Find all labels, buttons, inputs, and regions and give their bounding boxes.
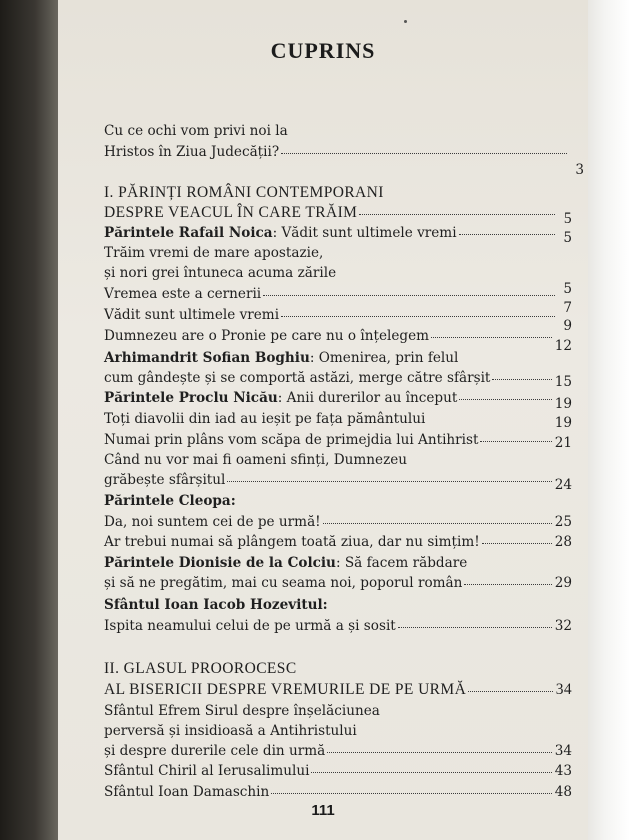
toc-entry-text: Toți diavolii din iad au ieșit pe fața pământului (104, 411, 426, 427)
toc-page-number: 19 (554, 415, 572, 431)
toc-entry-text: : Anii durerilor au început (277, 390, 458, 406)
toc-page-number: 48 (554, 784, 572, 800)
dot-leader (271, 791, 551, 794)
toc-page-number: 12 (554, 338, 572, 354)
toc-page-number: 5 (563, 230, 572, 246)
toc-entry-text: Dumnezeu are o Pronie pe care nu o înțelegem (104, 328, 430, 344)
book-gutter-shadow (0, 0, 58, 840)
dot-leader (480, 439, 551, 442)
toc-line (58, 451, 588, 469)
toc-line (58, 513, 588, 531)
toc-line (58, 349, 588, 367)
toc-line (58, 244, 588, 262)
toc-entry-text: Sfântul Efrem Sirul despre înșelăciunea (104, 703, 380, 719)
toc-page-number: 3 (575, 162, 584, 178)
toc-page-number: 7 (563, 300, 572, 316)
dot-leader (327, 750, 551, 753)
toc-entry-text: Vremea este a cernerii (104, 286, 262, 302)
page-number: 111 (311, 802, 335, 819)
toc-line (58, 224, 588, 246)
page-mark (404, 20, 407, 23)
toc-entry-text: Părintele Dionisie de la Colciu (104, 555, 336, 571)
toc-entry-text: Arhimandrit Sofian Boghiu (104, 350, 310, 366)
toc-entry-text: Sfântul Ioan Damaschin (104, 784, 270, 800)
toc-line (58, 596, 588, 614)
page-title: CUPRINS (270, 38, 376, 63)
dot-leader (323, 521, 552, 524)
toc-line (58, 471, 588, 493)
toc-line (58, 327, 588, 354)
page-edge-highlight (588, 0, 630, 840)
toc-line (58, 554, 588, 572)
toc-line (58, 492, 588, 510)
toc-page-number: 19 (554, 396, 572, 412)
toc-entry-text: Sfântul Ioan Iacob Hozevitul: (104, 597, 328, 613)
dot-leader (464, 582, 551, 585)
toc-page-number: 25 (554, 514, 572, 530)
toc-line (58, 574, 588, 592)
toc-page-number: 32 (554, 618, 572, 634)
toc-line (58, 306, 588, 334)
toc-entry-text: : Omenirea, prin felul (309, 350, 459, 366)
book-page (58, 0, 588, 840)
dot-leader (492, 377, 551, 380)
toc-line (58, 431, 588, 449)
toc-line (58, 410, 588, 431)
toc-page-number: 9 (563, 318, 572, 334)
toc-entry-text: Părintele Cleopa: (104, 493, 236, 509)
toc-page-number: 34 (554, 743, 572, 759)
toc-page-number: 43 (554, 763, 572, 779)
toc-page-number: 5 (563, 210, 572, 227)
toc-page-number: 29 (554, 575, 572, 591)
toc-entry-text: Părintele Rafail Noica (104, 225, 273, 241)
toc-entry-text: Sfântul Chiril al Ierusalimului (104, 763, 310, 779)
toc-entry-text: Da, noi suntem cei de pe urmă! (104, 514, 321, 530)
toc-entry-text: Cu ce ochi vom privi noi la (104, 123, 288, 139)
toc-entry-text: cum gândește și se comportă astăzi, merge către sfârșit (104, 370, 491, 386)
toc-line (58, 742, 588, 760)
toc-line (58, 617, 588, 635)
toc-entry-text: și să ne pregătim, mai cu seama noi, poporul român (104, 575, 463, 591)
toc-entry-text: grăbește sfârșitul (104, 472, 226, 488)
toc-page-number: 21 (554, 435, 572, 451)
toc-page-number: 24 (554, 477, 572, 493)
section-heading (58, 681, 588, 699)
toc-entry-text: Numai prin plâns vom scăpa de primejdia lui Antihrist (104, 432, 479, 448)
toc-page-number: 28 (554, 534, 572, 550)
section-heading (58, 204, 588, 227)
dot-leader (459, 397, 551, 400)
toc-entry-text: Ar trebui numai să plângem toată ziua, dar nu simțim! (104, 534, 480, 550)
toc-line (58, 533, 588, 551)
toc-entry-text: Vădit sunt ultimele vremi (104, 307, 280, 323)
toc-entry-text: II. GLASUL PROOROCESC (104, 660, 297, 677)
toc-entry-text: Trăim vremi de mare apostazie, (104, 245, 324, 261)
toc-line (58, 389, 588, 412)
toc-page-number: 34 (555, 681, 572, 698)
dot-leader (281, 314, 555, 317)
dot-leader (482, 541, 552, 544)
toc-page-number: 15 (554, 374, 572, 390)
toc-entry-text: perversă și insidioasă a Antihristului (104, 723, 357, 739)
toc-line (58, 762, 588, 780)
dot-leader (468, 689, 553, 692)
dot-leader (263, 293, 555, 296)
toc-entry-text: Ispita neamului celui de pe urmă a și sosit (104, 618, 396, 634)
toc-line (58, 722, 588, 740)
toc-line (58, 122, 588, 140)
dot-leader (359, 212, 555, 215)
toc-entry-text: și nori grei întuneca acuma zările (104, 265, 337, 281)
dot-leader (311, 770, 551, 773)
toc-entry-text: Când nu vor mai fi oameni sfinți, Dumnezeu (104, 452, 408, 468)
section-heading (58, 184, 588, 202)
dot-leader (431, 335, 552, 338)
toc-line (58, 143, 588, 178)
toc-entry-text: AL BISERICII DESPRE VREMURILE DE PE URMĂ (104, 681, 467, 698)
toc-line (58, 702, 588, 720)
toc-entry-text: : Să facem răbdare (335, 555, 468, 571)
dot-leader (227, 479, 551, 482)
toc-entry-text: : Vădit sunt ultimele vremi (272, 225, 457, 241)
dot-leader (281, 151, 567, 154)
toc-entry-text: I. PĂRINȚI ROMÂNI CONTEMPORANI (104, 184, 384, 201)
toc-entry-text: Părintele Proclu Nicău (104, 390, 278, 406)
toc-entry-text: și despre durerile cele din urmă (104, 743, 326, 759)
toc-entry-text: Hristos în Ziua Judecății? (104, 144, 280, 160)
toc-page-number: 5 (563, 281, 572, 297)
toc-line (58, 369, 588, 390)
dot-leader (459, 232, 555, 235)
section-heading (58, 660, 588, 678)
toc-entry-text: DESPRE VEACUL ÎN CARE TRĂIM (104, 204, 358, 221)
toc-line (58, 783, 588, 801)
dot-leader (398, 625, 552, 628)
